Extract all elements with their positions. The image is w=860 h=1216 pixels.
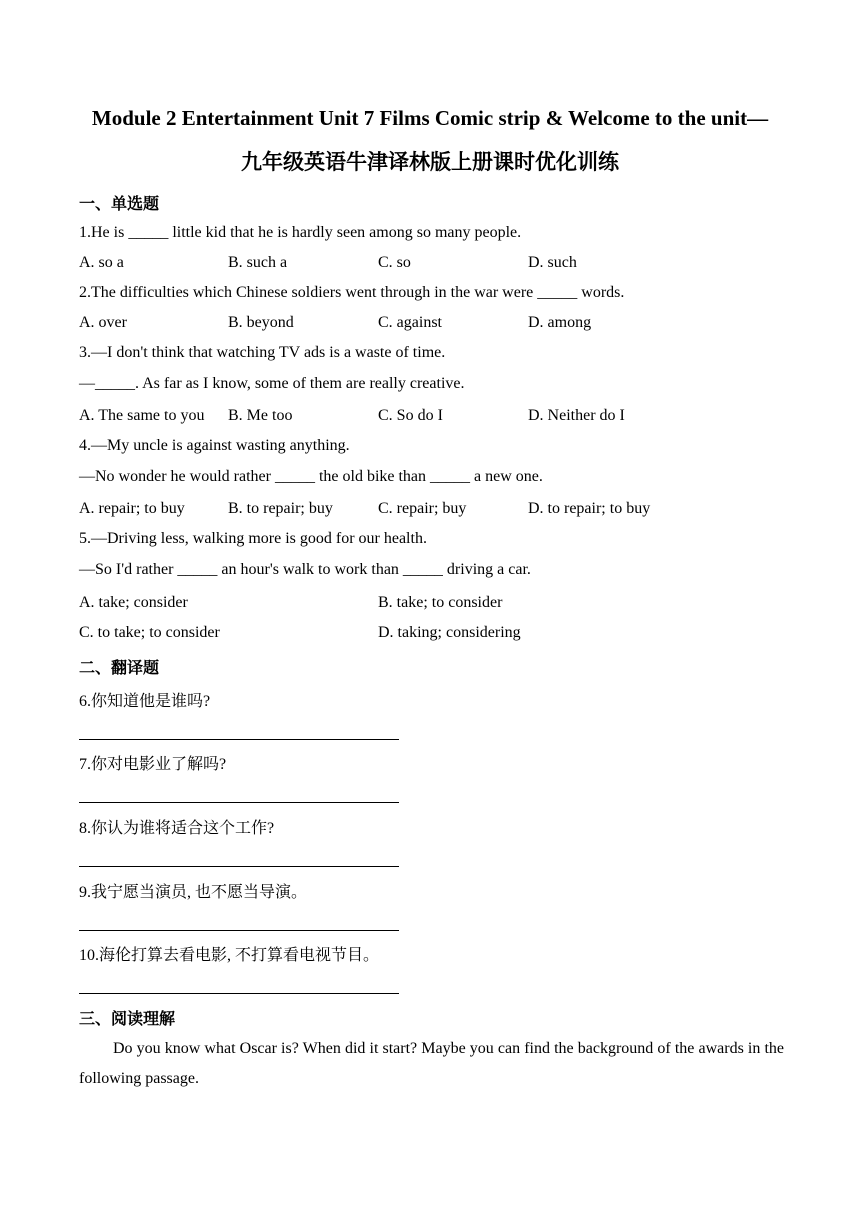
question-2-stem: 2.The difficulties which Chinese soldiers went through in the war were _____ words. <box>79 284 625 301</box>
answer-line-8[interactable] <box>79 866 399 867</box>
question-1-option-a: A. so a <box>79 254 124 271</box>
reading-passage-text: Do you know what Oscar is? When did it start? Maybe you can find the background of the awards in the following passage. <box>79 1040 784 1087</box>
question-3-option-b: B. Me too <box>228 407 293 424</box>
question-1-stem: 1.He is _____ little kid that he is hardly seen among so many people. <box>79 224 522 241</box>
question-2-option-d: D. among <box>528 314 592 331</box>
question-4-stem-reply: —No wonder he would rather _____ the old bike than _____ a new one. <box>79 468 543 485</box>
document-title-line2: 九年级英语牛津译林版上册课时优化训练 <box>241 150 619 174</box>
section-heading-translation: 二、翻译题 <box>79 660 160 677</box>
question-2-option-c: C. against <box>378 314 442 331</box>
question-2-option-b: B. beyond <box>228 314 294 331</box>
question-2-option-a: A. over <box>79 314 127 331</box>
document-title-line1: Module 2 Entertainment Unit 7 Films Comic strip & Welcome to the unit— <box>91 106 769 130</box>
answer-line-9[interactable] <box>79 930 399 931</box>
question-5-stem-reply: —So I'd rather _____ an hour's walk to work than _____ driving a car. <box>79 561 531 578</box>
answer-line-10[interactable] <box>79 993 399 994</box>
question-10-prompt: 10.海伦打算去看电影, 不打算看电视节目。 <box>79 947 380 964</box>
question-3-option-d: D. Neither do I <box>528 407 625 424</box>
question-1-option-b: B. such a <box>228 254 288 271</box>
section-heading-single-choice: 一、单选题 <box>79 196 160 213</box>
question-5-option-a: A. take; consider <box>79 594 188 611</box>
question-3-option-a: A. The same to you <box>79 407 205 424</box>
question-3-option-c: C. So do I <box>378 407 443 424</box>
reading-passage-intro <box>79 1034 784 1094</box>
question-7-prompt: 7.你对电影业了解吗? <box>79 756 227 773</box>
question-1-option-d: D. such <box>528 254 577 271</box>
question-3-stem: 3.—I don't think that watching TV ads is a waste of time. <box>79 344 446 361</box>
answer-line-6[interactable] <box>79 739 399 740</box>
question-3-stem-reply: —_____. As far as I know, some of them are really creative. <box>79 375 465 392</box>
question-1-option-c: C. so <box>378 254 411 271</box>
answer-line-7[interactable] <box>79 802 399 803</box>
question-4-option-d: D. to repair; to buy <box>528 500 651 517</box>
question-6-prompt: 6.你知道他是谁吗? <box>79 693 211 710</box>
question-4-option-a: A. repair; to buy <box>79 500 185 517</box>
question-5-option-c: C. to take; to consider <box>79 624 220 641</box>
question-9-prompt: 9.我宁愿当演员, 也不愿当导演。 <box>79 884 308 901</box>
question-5-option-d: D. taking; considering <box>378 624 521 641</box>
section-heading-reading: 三、阅读理解 <box>79 1011 176 1028</box>
question-8-prompt: 8.你认为谁将适合这个工作? <box>79 820 275 837</box>
question-5-stem: 5.—Driving less, walking more is good for our health. <box>79 530 427 547</box>
question-4-stem: 4.—My uncle is against wasting anything. <box>79 437 350 454</box>
question-4-option-b: B. to repair; buy <box>228 500 333 517</box>
question-4-option-c: C. repair; buy <box>378 500 467 517</box>
question-5-option-b: B. take; to consider <box>378 594 503 611</box>
